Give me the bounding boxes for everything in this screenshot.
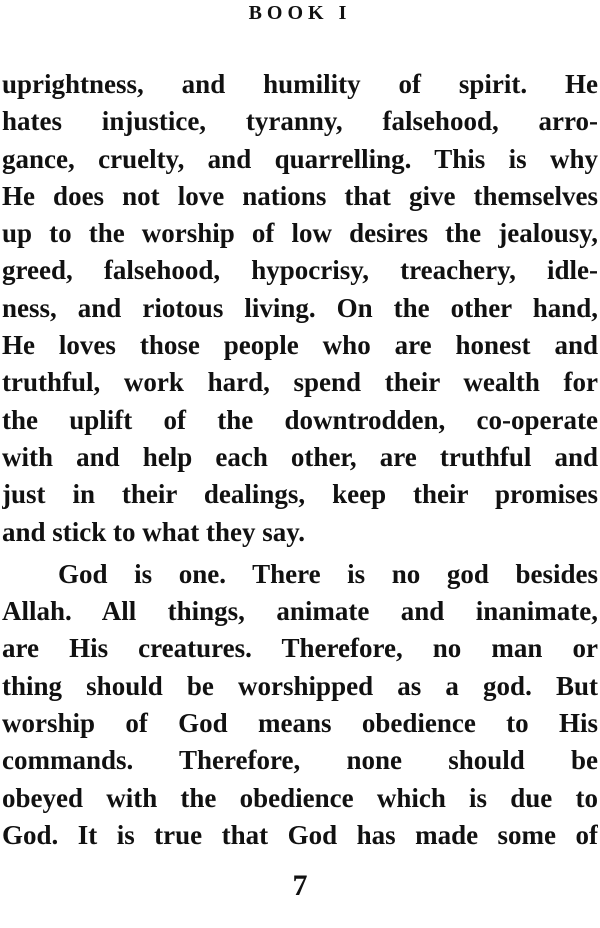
text-line: God is one. There is no god besides xyxy=(58,558,598,589)
text-line: commands. Therefore, none should be xyxy=(2,745,598,776)
text-line: up to the worship of low desires the jealousy, xyxy=(2,218,598,249)
page-number: 7 xyxy=(292,869,308,902)
body-text xyxy=(2,66,598,854)
text-line: worship of God means obedience to His xyxy=(2,708,598,739)
text-line: and stick to what they say. xyxy=(2,516,306,547)
text-line: the uplift of the downtrodden, co-operate xyxy=(2,404,598,435)
paragraph-2 xyxy=(2,556,598,854)
text-line: are His creatures. Therefore, no man or xyxy=(2,633,598,664)
text-line: thing should be worshipped as a god. But xyxy=(2,670,598,701)
text-line: hates injustice, tyranny, falsehood, arro- xyxy=(2,106,598,137)
running-head: BOOK I xyxy=(248,2,352,24)
text-line: just in their dealings, keep their promises xyxy=(2,479,598,510)
paragraph-1 xyxy=(2,66,598,551)
text-line: with and help each other, are truthful and xyxy=(2,441,598,472)
text-line: gance, cruelty, and quarrelling. This is why xyxy=(2,143,598,174)
text-line: He does not love nations that give themselves xyxy=(2,180,598,211)
text-line: uprightness, and humility of spirit. He xyxy=(2,69,598,99)
text-line: obeyed with the obedience which is due to xyxy=(2,782,598,813)
text-line: greed, falsehood, hypocrisy, treachery, idle- xyxy=(2,255,598,286)
text-line: He loves those people who are honest and xyxy=(2,330,598,361)
text-line: Allah. All things, animate and inanimate, xyxy=(2,596,598,627)
text-line: ness, and riotous living. On the other hand, xyxy=(2,292,598,323)
text-line: God. It is true that God has made some of xyxy=(2,819,598,850)
text-line: truthful, work hard, spend their wealth for xyxy=(2,367,598,398)
